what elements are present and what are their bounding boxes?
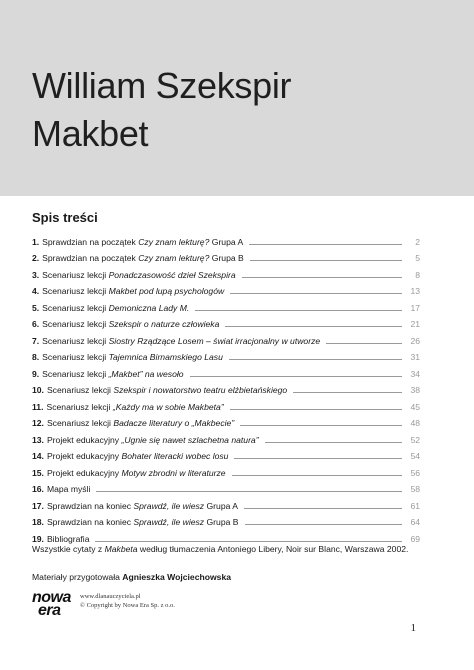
toc-entry-label [42, 270, 235, 280]
toc-entry-title: Motyw zbrodni w literaturze [121, 467, 226, 478]
toc-entry[interactable] [32, 379, 420, 396]
author-credit [32, 572, 231, 582]
toc-entry-text: Scenariusz lekcji [42, 269, 109, 280]
toc-entry-page: 64 [410, 517, 420, 527]
toc-leader-line [95, 541, 402, 542]
toc-entry-number: 4. [32, 286, 40, 296]
toc-entry[interactable] [32, 428, 420, 445]
toc-heading: Spis treści [32, 210, 98, 225]
toc-leader-line [249, 244, 402, 245]
toc-entry-title: Badacze literatury o „Makbecie” [113, 418, 235, 428]
toc-entry-text: Sprawdzian na koniec [46, 500, 134, 511]
toc-entry-text: Scenariusz lekcji [42, 302, 109, 313]
toc-entry-page: 13 [410, 286, 420, 296]
toc-entry-number: 17. [32, 500, 44, 511]
toc-entry[interactable] [32, 230, 420, 247]
toc-entry-label [42, 336, 320, 346]
author-name: Agnieszka Wojciechowska [122, 572, 232, 582]
toc-leader-line [229, 359, 402, 360]
page-number: 1 [410, 622, 416, 634]
toc-entry-number: 9. [32, 368, 40, 379]
nowa-era-logo [32, 590, 76, 624]
toc-entry-title: Szekspir i nowatorstwo teatru elżbietańskiego [113, 385, 288, 395]
toc-entry-page: 31 [410, 352, 420, 362]
toc-entry-suffix: Grupa B [209, 253, 244, 263]
toc-entry-number: 2. [32, 253, 40, 263]
toc-entry-title: Ponadczasowość dzieł Szekspira [108, 269, 236, 280]
toc-entry-number: 15. [32, 467, 44, 478]
toc-entry-label [42, 286, 224, 296]
toc-entry-label [47, 418, 234, 428]
toc-entry-text: Scenariusz lekcji [42, 319, 109, 329]
toc-entry[interactable] [32, 395, 420, 412]
toc-leader-line [250, 260, 402, 261]
toc-entry[interactable] [32, 412, 420, 429]
toc-entry-title: Sprawdź, ile wiesz [133, 517, 205, 527]
note-text: Wszystkie cytaty z [32, 544, 105, 554]
toc-leader-line [240, 425, 402, 426]
toc-entry-suffix: Grupa A [209, 236, 244, 247]
toc-entry-label [47, 451, 229, 461]
toc-leader-line [245, 524, 402, 525]
toc-entry-text: Scenariusz lekcji [46, 401, 113, 412]
toc-entry-label [42, 253, 244, 263]
copyright-line: © Copyright by Nowa Era Sp. z o.o. [80, 602, 175, 609]
toc-entry[interactable] [32, 527, 420, 544]
toc-entry-text: Projekt edukacyjny [46, 434, 122, 445]
toc-entry-label [42, 319, 219, 329]
toc-entry-number: 5. [32, 302, 40, 313]
toc-entry-title: Szekspir o naturze człowieka [108, 319, 220, 329]
toc-leader-line [195, 310, 402, 311]
toc-entry[interactable] [32, 280, 420, 297]
toc-leader-line [232, 475, 402, 476]
table-of-contents [32, 230, 420, 544]
toc-entry-label [47, 484, 90, 494]
toc-entry-page: 45 [410, 401, 420, 412]
toc-entry-text: Bibliografia [46, 533, 90, 544]
toc-leader-line [326, 343, 402, 344]
toc-entry-text: Scenariusz lekcji [42, 286, 109, 296]
toc-entry-text: Projekt edukacyjny [46, 467, 122, 478]
toc-entry-page: 34 [410, 368, 420, 379]
toc-entry-text: Scenariusz lekcji [46, 418, 114, 428]
toc-entry-number: 14. [32, 451, 44, 461]
toc-entry[interactable] [32, 362, 420, 379]
toc-entry-page: 5 [415, 253, 420, 263]
toc-entry-number: 19. [32, 533, 44, 544]
toc-entry-page: 8 [415, 269, 420, 280]
toc-entry-label [47, 517, 239, 527]
toc-entry-page: 2 [415, 236, 420, 247]
title-banner [0, 0, 474, 196]
toc-entry-label [47, 435, 259, 445]
toc-entry-number: 8. [32, 352, 40, 362]
toc-entry-number: 3. [32, 269, 40, 280]
toc-entry-number: 16. [32, 484, 44, 494]
toc-entry-text: Scenariusz lekcji [42, 352, 109, 362]
toc-entry-number: 10. [32, 385, 44, 395]
toc-entry-suffix: Grupa A [204, 500, 239, 511]
toc-entry[interactable] [32, 313, 420, 330]
toc-entry-text: Scenariusz lekcji [42, 335, 109, 346]
toc-entry-title: Czy znam lekturę? [138, 236, 210, 247]
toc-entry[interactable] [32, 461, 420, 478]
toc-entry-label [42, 303, 189, 313]
toc-entry-text: Scenariusz lekcji [42, 368, 109, 379]
toc-entry-title: „Makbet” na wesoło [108, 368, 184, 379]
toc-entry-label [46, 402, 223, 412]
toc-entry-page: 17 [410, 302, 420, 313]
toc-leader-line [230, 409, 402, 410]
toc-entry[interactable] [32, 247, 420, 264]
toc-leader-line [293, 392, 402, 393]
toc-entry-title: Makbet pod lupą psychologów [108, 286, 225, 296]
publisher-credits [80, 592, 175, 610]
toc-entry[interactable] [32, 346, 420, 363]
toc-leader-line [225, 326, 402, 327]
toc-entry-page: 21 [410, 319, 420, 329]
toc-entry[interactable] [32, 511, 420, 528]
toc-entry-page: 38 [410, 385, 420, 395]
note-title: Makbeta [104, 544, 138, 554]
toc-leader-line [244, 508, 402, 509]
toc-entry[interactable] [32, 494, 420, 511]
toc-entry-page: 61 [410, 500, 420, 511]
toc-entry-number: 13. [32, 434, 44, 445]
toc-entry[interactable] [32, 478, 420, 495]
note-text-end: według tłumaczenia Antoniego Libery, Noir sur Blanc, Warszawa 2002. [137, 544, 409, 554]
toc-entry-page: 48 [410, 418, 420, 428]
toc-entry-label [47, 385, 287, 395]
toc-entry-title: Bohater literacki wobec losu [121, 451, 229, 461]
toc-leader-line [242, 277, 402, 278]
toc-entry[interactable] [32, 296, 420, 313]
toc-entry-page: 26 [410, 335, 420, 346]
toc-leader-line [265, 442, 402, 443]
toc-entry-number: 11. [32, 401, 44, 412]
website-url[interactable]: www.dlanauczyciela.pl [80, 593, 141, 600]
toc-entry[interactable] [32, 263, 420, 280]
toc-entry-label [42, 352, 223, 362]
toc-entry[interactable] [32, 445, 420, 462]
book-author: William Szekspir [32, 65, 292, 106]
toc-entry-label [42, 369, 183, 379]
book-title: Makbet [32, 113, 149, 154]
toc-entry-page: 54 [410, 451, 420, 461]
toc-entry-label [47, 534, 90, 544]
toc-entry-text: Mapa myśli [46, 484, 91, 494]
toc-entry-text: Projekt edukacyjny [46, 451, 122, 461]
author-label: Materiały przygotowała [32, 572, 123, 582]
toc-leader-line [230, 293, 402, 294]
toc-entry-title: Tajemnica Birnamskiego Lasu [108, 352, 223, 362]
toc-entry-suffix: Grupa B [204, 517, 239, 527]
toc-leader-line [190, 376, 402, 377]
toc-entry-text: Sprawdzian na początek [42, 236, 139, 247]
toc-entry[interactable] [32, 329, 420, 346]
toc-entry-page: 56 [410, 467, 420, 478]
toc-entry-label [47, 468, 226, 478]
toc-entry-page: 58 [410, 484, 420, 494]
toc-entry-title: „Każdy ma w sobie Makbeta” [112, 401, 224, 412]
toc-entry-title: Demoniczna Lady M. [108, 302, 190, 313]
toc-entry-label [42, 237, 243, 247]
toc-entry-label [47, 501, 238, 511]
toc-entry-number: 12. [32, 418, 44, 428]
toc-entry-title: Sprawdź, ile wiesz [133, 500, 205, 511]
toc-entry-number: 7. [32, 335, 40, 346]
toc-entry-number: 1. [32, 236, 40, 247]
toc-leader-line [234, 458, 402, 459]
toc-entry-title: „Ugnie się nawet szlachetna natura” [121, 434, 259, 445]
toc-entry-page: 52 [410, 434, 420, 445]
toc-entry-text: Scenariusz lekcji [46, 385, 114, 395]
toc-entry-text: Sprawdzian na koniec [46, 517, 134, 527]
toc-entry-number: 18. [32, 517, 44, 527]
toc-entry-page: 69 [410, 533, 420, 544]
toc-entry-title: Siostry Rządzące Losem – świat irracjonalny w utworze [108, 335, 321, 346]
quotation-note [32, 544, 408, 554]
toc-entry-number: 6. [32, 319, 40, 329]
toc-entry-text: Sprawdzian na początek [42, 253, 139, 263]
logo-word-nowa: nowa [32, 589, 71, 606]
logo-word-era: era [38, 602, 61, 619]
toc-entry-title: Czy znam lekturę? [138, 253, 210, 263]
toc-leader-line [96, 491, 402, 492]
